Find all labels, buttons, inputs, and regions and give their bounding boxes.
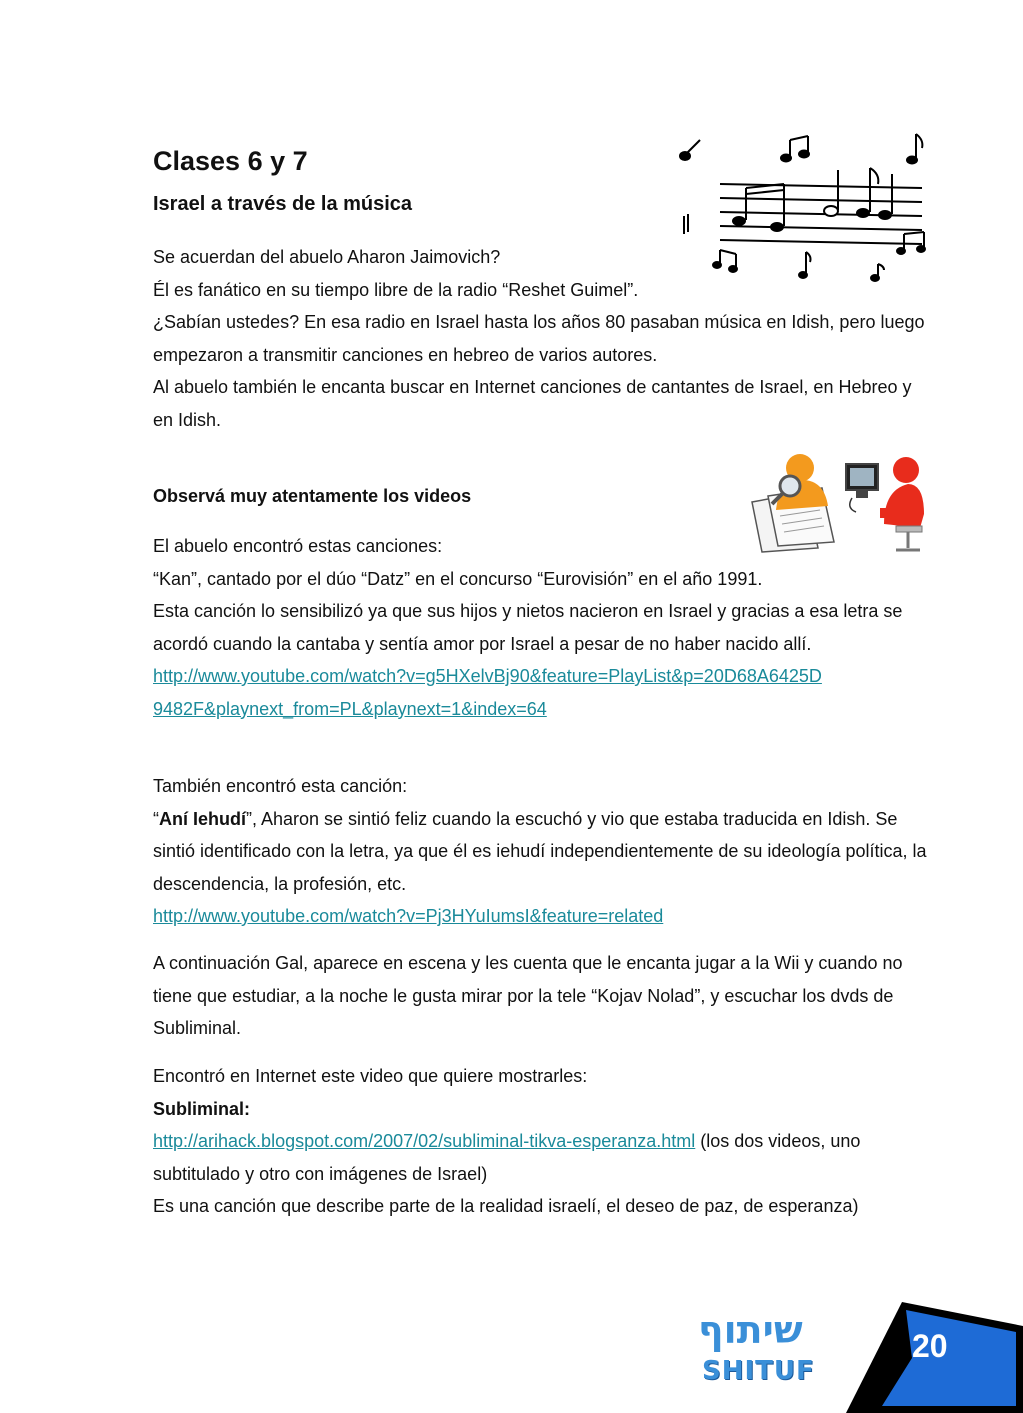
page-title: Clases 6 y 7 <box>153 146 308 176</box>
gal-section <box>153 947 933 1045</box>
subliminal-link-note: (los dos videos, uno subtitulado y otro con imágenes de Israel) <box>153 1131 861 1184</box>
intro-line: ¿Sabían ustedes? En esa radio en Israel hasta los años 80 pasaban música en Idish, pero luego empezaron a transmitir canciones en hebreo de varios autores. <box>153 312 925 365</box>
subliminal-link-line <box>153 1125 933 1190</box>
intro-line: Se acuerdan del abuelo Aharon Jaimovich? <box>153 247 501 267</box>
subliminal-description: Es una canción que describe parte de la realidad israelí, el deseo de paz, de esperanza) <box>153 1196 859 1216</box>
link-youtube-kan-part2[interactable]: 9482F&playnext_from=PL&playnext=1&index=64 <box>153 698 547 719</box>
song-title-ani-iehudi: Aní Iehudí <box>159 808 246 829</box>
logo-latin-text: SHITUF <box>702 1356 815 1386</box>
link-subliminal-blog[interactable]: http://arihack.blogspot.com/2007/02/subliminal-tikva-esperanza.html <box>153 1131 696 1151</box>
subliminal-intro: Encontró en Internet este video que quiere mostrarles: <box>153 1066 588 1086</box>
ani-iehudi-intro: También encontró esta canción: <box>153 776 408 796</box>
subliminal-label: Subliminal: <box>153 1098 251 1119</box>
songs-section <box>153 530 933 725</box>
quote-open: “ <box>153 808 159 829</box>
song-kan: “Kan”, cantado por el dúo “Datz” en el concurso “Eurovisión” en el año 1991. <box>153 568 763 589</box>
logo-hebrew-text: שיתוף <box>698 1308 803 1352</box>
videos-heading: Observá muy atentamente los videos <box>153 486 472 506</box>
ani-iehudi-section <box>153 770 933 933</box>
intro-line: Él es fanático en su tiempo libre de la radio “Reshet Guimel”. <box>153 279 639 300</box>
ani-iehudi-text: ”, Aharon se sintió feliz cuando la escuchó y vio que estaba traducida en Idish. Se sintió identificado con la letra, ya que él es iehudí independientemente de su ideología política, la descendencia, la profesión, etc. <box>153 808 927 894</box>
intro-line: Al abuelo también le encanta buscar en Internet canciones de cantantes de Israel, en Hebreo y en Idish. <box>153 377 912 430</box>
page-subtitle: Israel a través de la música <box>153 193 413 215</box>
subliminal-section <box>153 1060 933 1223</box>
songs-intro: El abuelo encontró estas canciones: <box>153 536 443 556</box>
page-number: 20 <box>912 1328 948 1364</box>
gal-text: A continuación Gal, aparece en escena y les cuenta que le encanta jugar a la Wii y cuando no tiene que estudiar, a la noche le gusta mirar por la tele “Kojav Nolad”, y escuchar los dvds de Subliminal. <box>153 953 903 1038</box>
intro-section <box>153 241 933 436</box>
link-youtube-kan-part1[interactable]: http://www.youtube.com/watch?v=g5HXelvBj90&feature=PlayList&p=20D68A6425D <box>153 666 822 686</box>
ani-iehudi-description <box>153 803 933 901</box>
link-youtube-ani-iehudi[interactable]: http://www.youtube.com/watch?v=Pj3HYuIumsI&feature=related <box>153 906 664 926</box>
shituf-logo <box>688 1308 828 1400</box>
song-kan-description: Esta canción lo sensibilizó ya que sus hijos y nietos nacieron en Israel y gracias a esa letra se acordó cuando la cantaba y sentía amor por Israel a pesar de no haber nacido allí. <box>153 601 903 654</box>
link-youtube-kan[interactable] <box>153 660 933 725</box>
